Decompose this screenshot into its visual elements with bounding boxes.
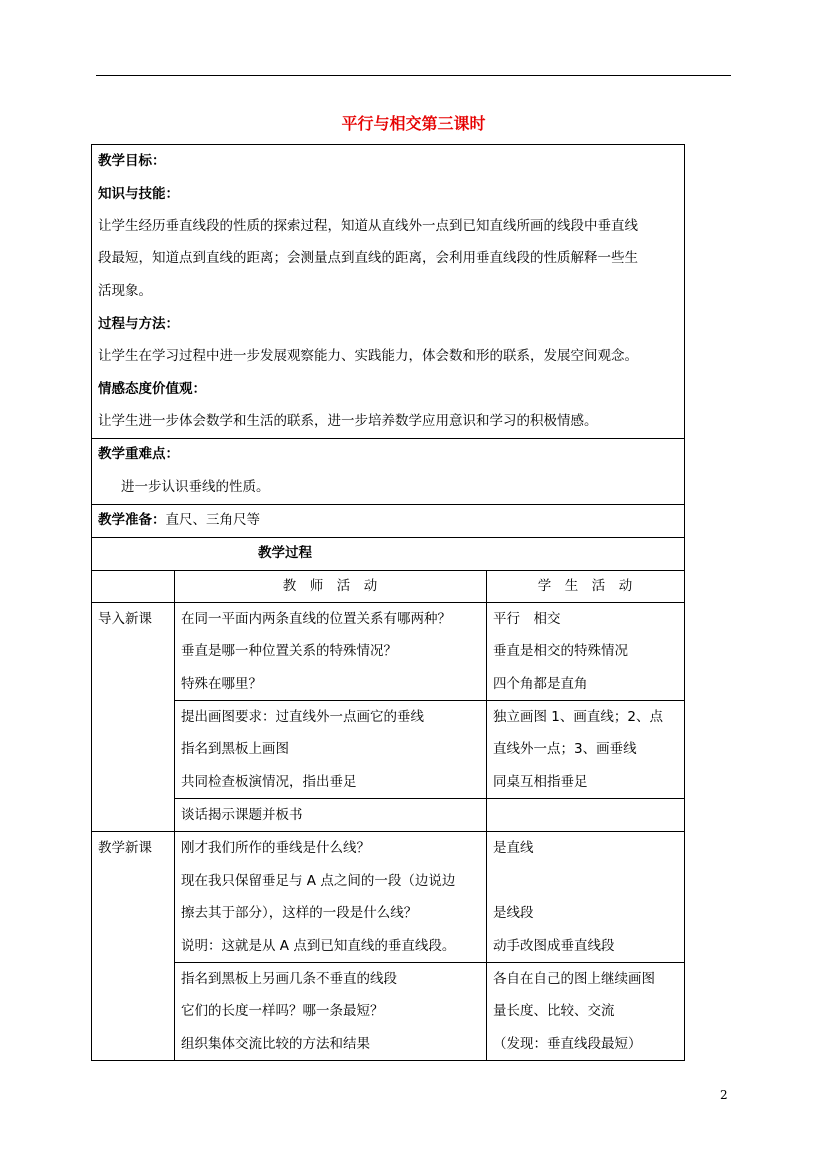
teacher-activity: 擦去其于部分），这样的一段是什么线？	[181, 905, 418, 921]
difficulty-line: 进一步认识垂线的性质。	[121, 479, 270, 495]
teacher-activity: 指名到黑板上另画几条不垂直的线段	[181, 971, 397, 987]
knowledge-heading: 知识与技能：	[98, 186, 179, 202]
teacher-activity: 它们的长度一样吗？哪一条最短？	[181, 1003, 384, 1019]
student-activity: 直线外一点；3、画垂线	[493, 741, 637, 757]
process-line: 让学生在学习过程中进一步发展观察能力、实践能力，体会数和形的联系，发展空间观念。	[98, 348, 638, 364]
teacher-activity: 组织集体交流比较的方法和结果	[181, 1036, 370, 1052]
teacher-activity: 特殊在哪里？	[181, 676, 262, 692]
teacher-activity: 现在我只保留垂足与 A 点之间的一段（边说边	[181, 873, 456, 889]
preparation-heading: 教学准备：	[98, 512, 166, 528]
student-activity: 同桌互相指垂足	[493, 774, 588, 790]
knowledge-line: 让学生经历垂直线段的性质的探索过程，知道从直线外一点到已知直线所画的线段中垂直线	[98, 218, 638, 234]
page-number: 2	[720, 1088, 728, 1102]
student-activity: 是直线	[493, 840, 534, 856]
header-rule	[96, 75, 731, 76]
preparation-row	[98, 511, 260, 529]
page-title: 平行与相交第三课时	[341, 114, 486, 133]
teacher-activity: 在同一平面内两条直线的位置关系有哪两种？	[181, 611, 451, 627]
emotion-line: 让学生进一步体会数学和生活的联系，进一步培养数学应用意识和学习的积极情感。	[98, 413, 598, 429]
knowledge-line: 段最短，知道点到直线的距离；会测量点到直线的距离，会利用垂直线段的性质解释一些生	[98, 250, 638, 266]
teacher-column-header: 教 师 活 动	[282, 578, 378, 594]
student-activity: 是线段	[493, 905, 534, 921]
student-activity: 独立画图 1、画直线；2、点	[493, 709, 663, 725]
emotion-heading: 情感态度价值观：	[98, 381, 206, 397]
student-activity: 垂直是相交的特殊情况	[493, 643, 628, 659]
student-activity: 量长度、比较、交流	[493, 1003, 615, 1019]
student-activity: 平行 相交	[493, 611, 561, 627]
teacher-activity: 谈话揭示课题并板书	[181, 807, 303, 823]
teacher-activity: 垂直是哪一种位置关系的特殊情况？	[181, 643, 397, 659]
objectives-heading: 教学目标：	[98, 153, 166, 169]
preparation-value: 直尺、三角尺等	[165, 512, 260, 528]
student-activity: 各自在自己的图上继续画图	[493, 971, 655, 987]
teacher-activity: 提出画图要求：过直线外一点画它的垂线	[181, 709, 424, 725]
teacher-activity: 说明：这就是从 A 点到已知直线的垂直线段。	[181, 938, 456, 954]
student-activity: 动手改图成垂直线段	[493, 938, 615, 954]
teacher-activity: 指名到黑板上画图	[181, 741, 289, 757]
section-label-intro: 导入新课	[98, 611, 152, 627]
student-column-header: 学 生 活 动	[537, 578, 633, 594]
teacher-activity: 刚才我们所作的垂线是什么线？	[181, 840, 370, 856]
difficulty-heading: 教学重难点：	[98, 446, 179, 462]
teacher-activity: 共同检查板演情况，指出垂足	[181, 774, 357, 790]
section-label-new: 教学新课	[98, 840, 152, 856]
process-heading: 过程与方法：	[98, 316, 179, 332]
knowledge-line: 活现象。	[98, 283, 152, 299]
student-activity: （发现：垂直线段最短）	[493, 1036, 642, 1052]
process-table-heading: 教学过程	[258, 545, 312, 561]
student-activity: 四个角都是直角	[493, 676, 588, 692]
